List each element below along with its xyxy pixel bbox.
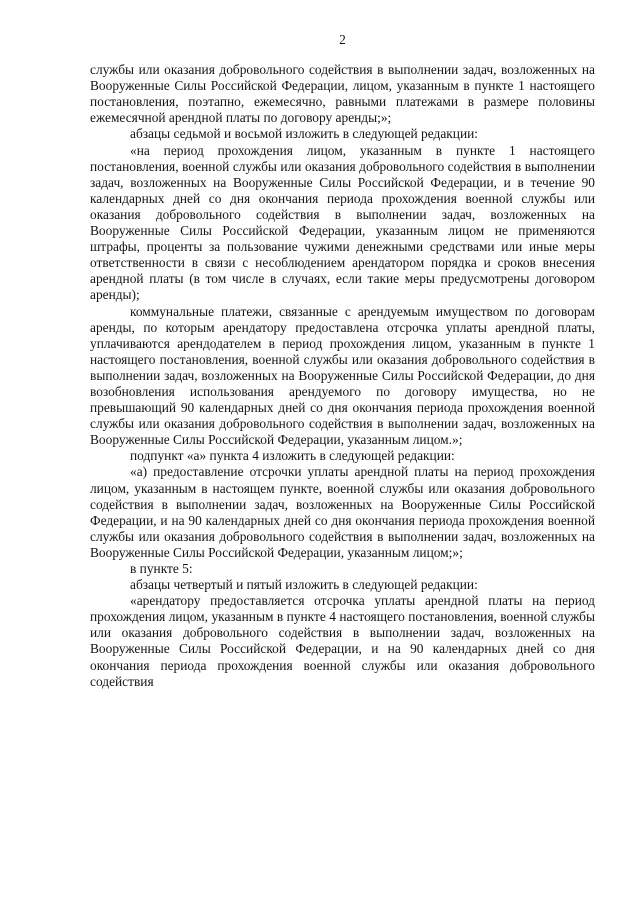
paragraph-amend-4a: подпункт «а» пункта 4 изложить в следующей редакции: (130, 448, 455, 464)
paragraph-utility-payments: коммунальные платежи, связанные с арендуемым имуществом по договорам аренды, по которым арендатору предоставлена отсрочка уплаты арендной платы, уплачиваются арендодателем в период прохождения лицом, указанным в пункте 1 настоящего постановления, военной службы или оказания добровольного содействия в выполнении задач, возложенных на Вооруженные Силы Российской Федерации, до дня возобновления использования арендуемого по договору имущества, но не превышающий 90 календарных дней со дня окончания периода прохождения военной службы или оказания добровольного содействия в выполнении задач, возложенных на Вооруженные Силы Российской Федерации, указанным лицом.»; (90, 303, 595, 448)
paragraph-point-5: в пункте 5: (130, 561, 193, 576)
paragraph-deferral-4a: «а) предоставление отсрочки уплаты арендной платы на период прохождения лицом, указанным в настоящем пункте, военной службы или оказания добровольного содействия в выполнении задач, возложенных на Вооруженные Силы Российской Федерации, и на 90 календарных дней со дня окончания периода прохождения военной службы или оказания добровольного содействия в выполнении задач, возложенных на Вооруженные Силы Российской Федерации, указанным лицом;»; (90, 464, 595, 560)
paragraph-penalties: «на период прохождения лицом, указанным в пункте 1 настоящего постановления, военной службы или оказания добровольного содействия в выполнении задач, возложенных на Вооруженные Силы Российской Федерации, и в течение 90 календарных дней со дня окончания периода прохождения военной службы или оказания добровольного содействия в выполнении задач, возложенных на Вооруженные Силы Российской Федерации, указанным лицом не применяются штрафы, проценты за пользование чужими денежными средствами или иные меры ответственности в связи с несоблюдением арендатором порядка и сроков внесения арендной платы (в том числе в случаях, если такие меры предусмотрены договором аренды); (90, 142, 595, 303)
paragraph-continuation: службы или оказания добровольного содействия в выполнении задач, возложенных на Вооруженные Силы Российской Федерации, лицом, указанным в пункте 1 настоящего постановления, поэтапно, ежемесячно, равными платежами в размере половины ежемесячной арендной платы по договору аренды;»; (90, 62, 595, 126)
paragraph-amend-7-8: абзацы седьмой и восьмой изложить в следующей редакции: (130, 126, 478, 142)
page-number: 2 (339, 32, 346, 47)
document-page (90, 32, 595, 690)
paragraph-deferral-tenant: «арендатору предоставляется отсрочка уплаты арендной платы на период прохождения лицом, указанным в пункте 4 настоящего постановления, военной службы или оказания добровольного содействия в выполнении задач, возложенных на Вооруженные Силы Российской Федерации, и на 90 календарных дней со дня окончания периода прохождения военной службы или оказания добровольного содействия (90, 593, 595, 689)
paragraph-amend-4-5: абзацы четвертый и пятый изложить в следующей редакции: (130, 577, 478, 593)
